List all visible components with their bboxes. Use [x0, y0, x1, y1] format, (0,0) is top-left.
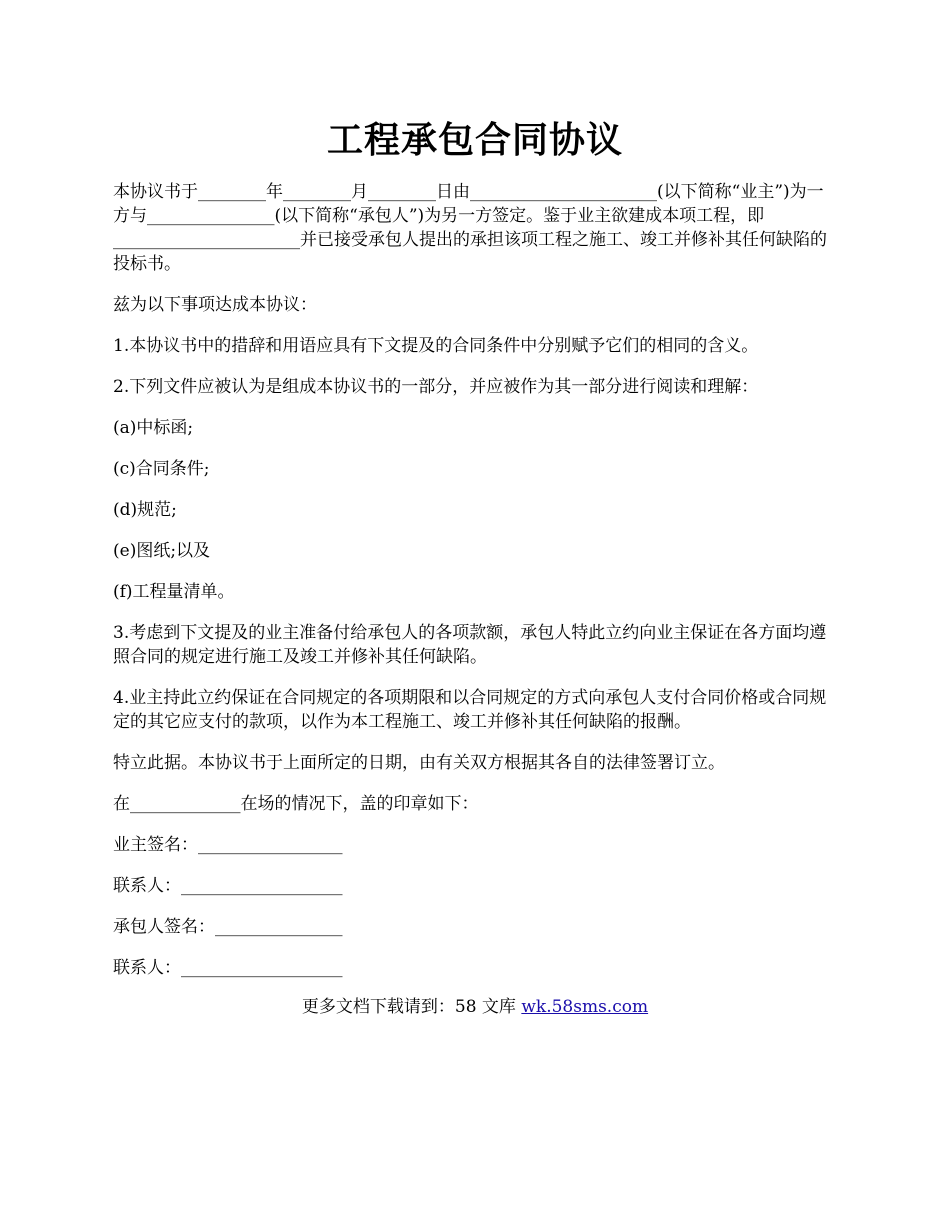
- intro-paragraph: 本协议书于________年________月________日由______________________(以下简称“业主”)为一方与_______________(以下简称“承包人”)为另一方签定。鉴于业主欲建成本项工程，即______________________并已接受承包人提出的承担该项工程之施工、竣工并修补其任何缺陷的投标书。: [113, 182, 827, 274]
- contractor-contact-line: 联系人：___________________: [113, 958, 343, 978]
- contractor-signature-line: 承包人签名：_______________: [113, 917, 343, 937]
- clause-2: 2.下列文件应被认为是组成本协议书的一部分，并应被作为其一部分进行阅读和理解：: [113, 377, 759, 397]
- clause-3: 3.考虑到下文提及的业主准备付给承包人的各项款额，承包人特此立约向业主保证在各方面均遵照合同的规定进行施工及竣工并修补其任何缺陷。: [113, 623, 827, 667]
- owner-signature-line: 业主签名：_________________: [113, 835, 343, 855]
- witness-statement: 特立此据。本协议书于上面所定的日期，由有关双方根据其各自的法律签署订立。: [113, 753, 725, 773]
- list-item-a: (a)中标函;: [113, 418, 194, 438]
- document-body: [113, 180, 837, 997]
- list-item-c: (c)合同条件;: [113, 459, 210, 479]
- seal-statement: 在_____________在场的情况下，盖的印章如下：: [113, 794, 479, 814]
- list-item-e: (e)图纸;以及: [113, 541, 211, 561]
- list-item-d: (d)规范;: [113, 500, 177, 520]
- clause-1: 1.本协议书中的措辞和用语应具有下文提及的合同条件中分别赋予它们的相同的含义。: [113, 336, 759, 356]
- document-title: 工程承包合同协议: [326, 119, 623, 161]
- footer-text: 更多文档下载请到：58 文库: [301, 997, 522, 1017]
- clause-4: 4.业主持此立约保证在合同规定的各项期限和以合同规定的方式向承包人支付合同价格或合同规定的其它应支付的款项，以作为本工程施工、竣工并修补其任何缺陷的报酬。: [113, 688, 827, 732]
- list-item-f: (f)工程量清单。: [113, 582, 235, 602]
- agreement-statement: 兹为以下事项达成本协议：: [113, 295, 317, 315]
- footer: [0, 992, 950, 1017]
- footer-link[interactable]: wk.58sms.com: [521, 997, 649, 1017]
- owner-contact-line: 联系人：___________________: [113, 876, 343, 896]
